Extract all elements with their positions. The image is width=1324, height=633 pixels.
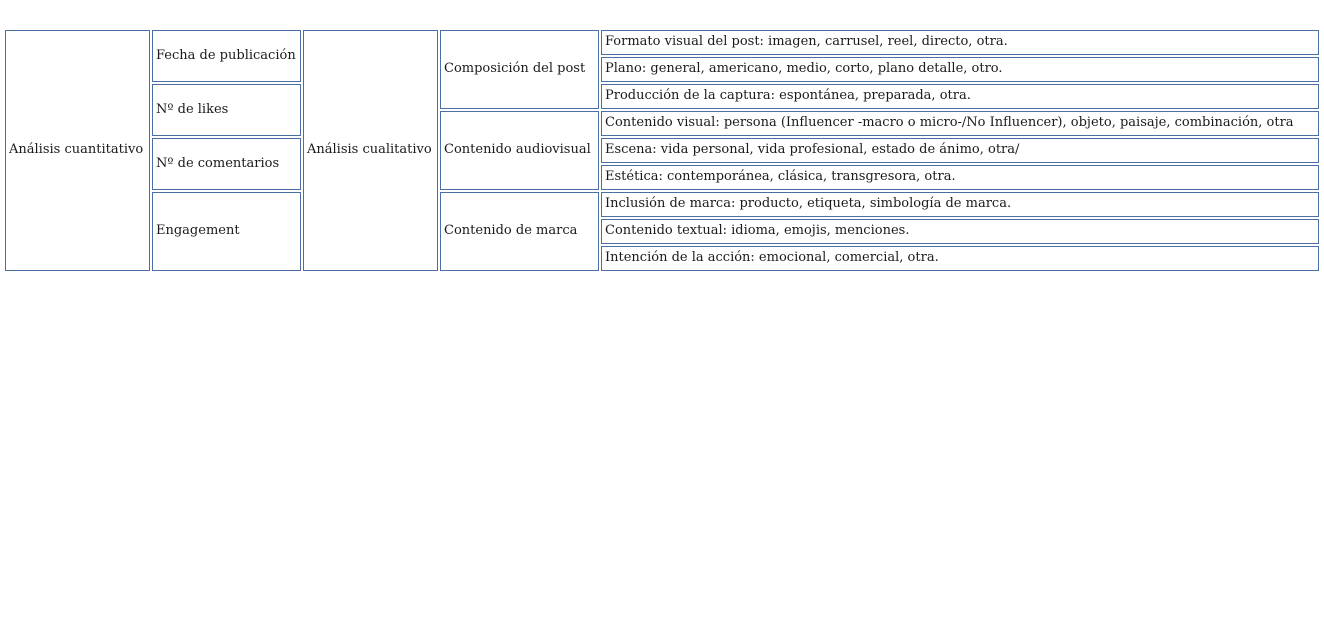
item-textual-content: Contenido textual: idioma, emojis, menciones.	[601, 219, 1319, 244]
item-brand-inclusion: Inclusión de marca: producto, etiqueta, simbología de marca.	[601, 192, 1319, 217]
group-audiovisual-content: Contenido audiovisual	[440, 111, 599, 190]
item-capture-production: Producción de la captura: espontánea, preparada, otra.	[601, 84, 1319, 109]
quantitative-analysis-label: Análisis cuantitativo	[5, 30, 150, 271]
item-scene: Escena: vida personal, vida profesional, estado de ánimo, otra/	[601, 138, 1319, 163]
item-shot-type: Plano: general, americano, medio, corto, plano detalle, otro.	[601, 57, 1319, 82]
metric-likes-count: Nº de likes	[152, 84, 301, 136]
item-action-intent: Intención de la acción: emocional, comercial, otra.	[601, 246, 1319, 271]
metric-engagement: Engagement	[152, 192, 301, 271]
metric-publication-date: Fecha de publicación	[152, 30, 301, 82]
item-visual-content: Contenido visual: persona (Influencer -macro o micro-/No Influencer), objeto, paisaje, combinación, otra	[601, 111, 1319, 136]
qualitative-analysis-label: Análisis cualitativo	[303, 30, 438, 271]
item-visual-format: Formato visual del post: imagen, carrusel, reel, directo, otra.	[601, 30, 1319, 55]
group-brand-content: Contenido de marca	[440, 192, 599, 271]
group-post-composition: Composición del post	[440, 30, 599, 109]
metric-comments-count: Nº de comentarios	[152, 138, 301, 190]
item-aesthetics: Estética: contemporánea, clásica, transgresora, otra.	[601, 165, 1319, 190]
